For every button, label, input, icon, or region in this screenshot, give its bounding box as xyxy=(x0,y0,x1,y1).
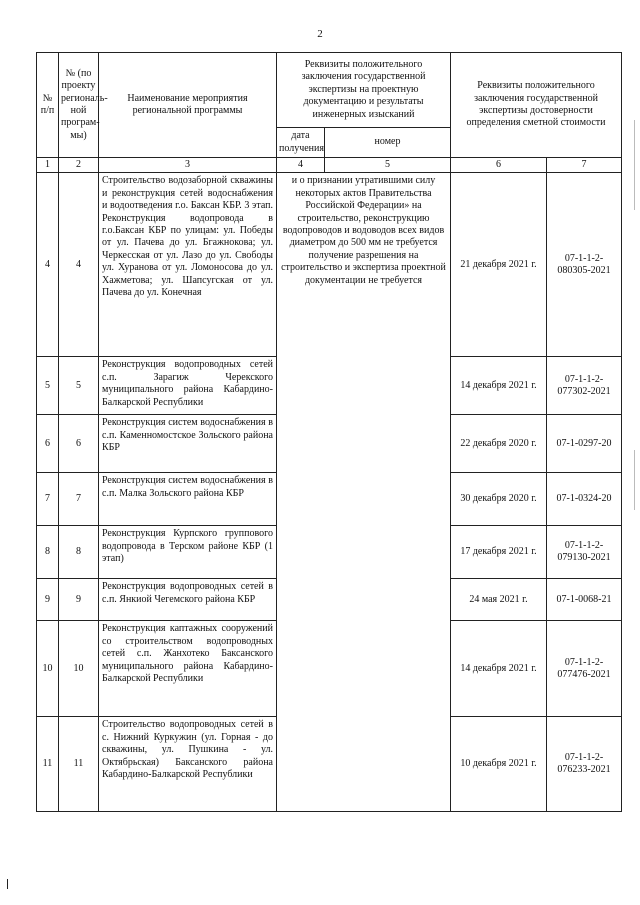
row-date: 21 декабря 2021 г. xyxy=(451,173,547,357)
table-row xyxy=(37,173,622,357)
column-number: 1 xyxy=(37,158,59,173)
row-name: Реконструкция систем водоснабжения в с.п. Малка Зольского района КБР xyxy=(99,473,277,526)
column-numbers-row xyxy=(37,158,622,173)
row-name: Реконструкция водопроводных сетей в с.п. Янкиой Чегемского района КБР xyxy=(99,579,277,621)
header-row xyxy=(37,53,622,128)
row-date: 17 декабря 2021 г. xyxy=(451,526,547,579)
row-date: 14 декабря 2021 г. xyxy=(451,357,547,415)
row-no: 6 xyxy=(37,415,59,473)
row-date: 10 декабря 2021 г. xyxy=(451,717,547,812)
header-no: № п/п xyxy=(37,53,59,158)
merged-expertise-note: и о признании утратившими силу некоторых актов Правительства Российской Федерации» на строительство, реконструкцию водопроводов и водоводов всех видов диаметром до 500 мм не требуется получение разрешения на строительство и экспертиза проектной документации не требуется xyxy=(277,173,451,812)
row-no: 9 xyxy=(37,579,59,621)
header-estimate-expertise: Реквизиты положительного заключения государственной экспертизы достоверности определения сметной стоимости xyxy=(451,53,622,158)
row-number: 07-1-1-2-080305-2021 xyxy=(547,173,622,357)
header-engineering-expertise: Реквизиты положительного заключения государственной экспертизы на проектную документацию и результаты инженерных изысканий xyxy=(277,53,451,128)
row-no: 7 xyxy=(37,473,59,526)
row-name: Реконструкция водопроводных сетей с.п. Зарагиж Черекского муниципального района Кабардино-Балкарской Республики xyxy=(99,357,277,415)
row-no: 5 xyxy=(37,357,59,415)
column-number: 5 xyxy=(325,158,451,173)
row-project-no: 9 xyxy=(59,579,99,621)
row-project-no: 10 xyxy=(59,621,99,717)
row-name: Реконструкция систем водоснабжения в с.п. Каменномостское Зольского района КБР xyxy=(99,415,277,473)
row-number: 07-1-1-2-076233-2021 xyxy=(547,717,622,812)
row-number: 07-1-0297-20 xyxy=(547,415,622,473)
row-name: Строительство водозаборной скважины и реконструкция сетей водоснабжения и водоотведения г.о. Баксан КБР. 3 этап. Реконструкция водопровода в г.о.Баксан КБР по улицам: ул. Победы от ул. Пачева до ул. Бгажнокова; ул. Черкесская от ул. Лазо до ул. Свободы ул. Хуранова от ул. Ломоносова до ул. Хажметова; ул. Шапсугская от ул. Пачева до ул. Конечная xyxy=(99,173,277,357)
row-project-no: 8 xyxy=(59,526,99,579)
row-name: Реконструкция каптажных сооружений со строительством водопроводных сетей с.п. Жанхотеко Баксанского муниципального района Кабардино-Балкарской Республики xyxy=(99,621,277,717)
row-project-no: 11 xyxy=(59,717,99,812)
column-number: 6 xyxy=(451,158,547,173)
row-number: 07-1-0068-21 xyxy=(547,579,622,621)
row-number: 07-1-1-2-077476-2021 xyxy=(547,621,622,717)
row-no: 10 xyxy=(37,621,59,717)
header-project-no: № (по проекту региональ-ной програм-мы) xyxy=(59,53,99,158)
row-project-no: 6 xyxy=(59,415,99,473)
program-table xyxy=(36,52,622,812)
subheader-number: номер xyxy=(325,128,451,158)
column-number: 7 xyxy=(547,158,622,173)
header-name: Наименование мероприятия региональной программы xyxy=(99,53,277,158)
row-no: 11 xyxy=(37,717,59,812)
subheader-date: дата получения xyxy=(277,128,325,158)
row-date: 24 мая 2021 г. xyxy=(451,579,547,621)
row-number: 07-1-1-2-077302-2021 xyxy=(547,357,622,415)
page-number: 2 xyxy=(317,28,323,40)
row-number: 07-1-0324-20 xyxy=(547,473,622,526)
row-date: 14 декабря 2021 г. xyxy=(451,621,547,717)
scan-margin-mark xyxy=(7,879,8,889)
row-project-no: 7 xyxy=(59,473,99,526)
column-number: 3 xyxy=(99,158,277,173)
row-name: Строительство водопроводных сетей в с. Нижний Куркужин (ул. Горная - до скважины, ул. Пушкина - ул. Октябрьская) Баксанского района Кабардино-Балкарской Республики xyxy=(99,717,277,812)
row-name: Реконструкция Курпского группового водопровода в Терском районе КБР (1 этап) xyxy=(99,526,277,579)
row-no: 8 xyxy=(37,526,59,579)
row-date: 22 декабря 2020 г. xyxy=(451,415,547,473)
row-project-no: 4 xyxy=(59,173,99,357)
scan-edge-mark xyxy=(634,450,635,510)
row-date: 30 декабря 2020 г. xyxy=(451,473,547,526)
column-number: 4 xyxy=(277,158,325,173)
column-number: 2 xyxy=(59,158,99,173)
row-no: 4 xyxy=(37,173,59,357)
scan-edge-mark xyxy=(634,120,635,210)
row-number: 07-1-1-2-079130-2021 xyxy=(547,526,622,579)
row-project-no: 5 xyxy=(59,357,99,415)
